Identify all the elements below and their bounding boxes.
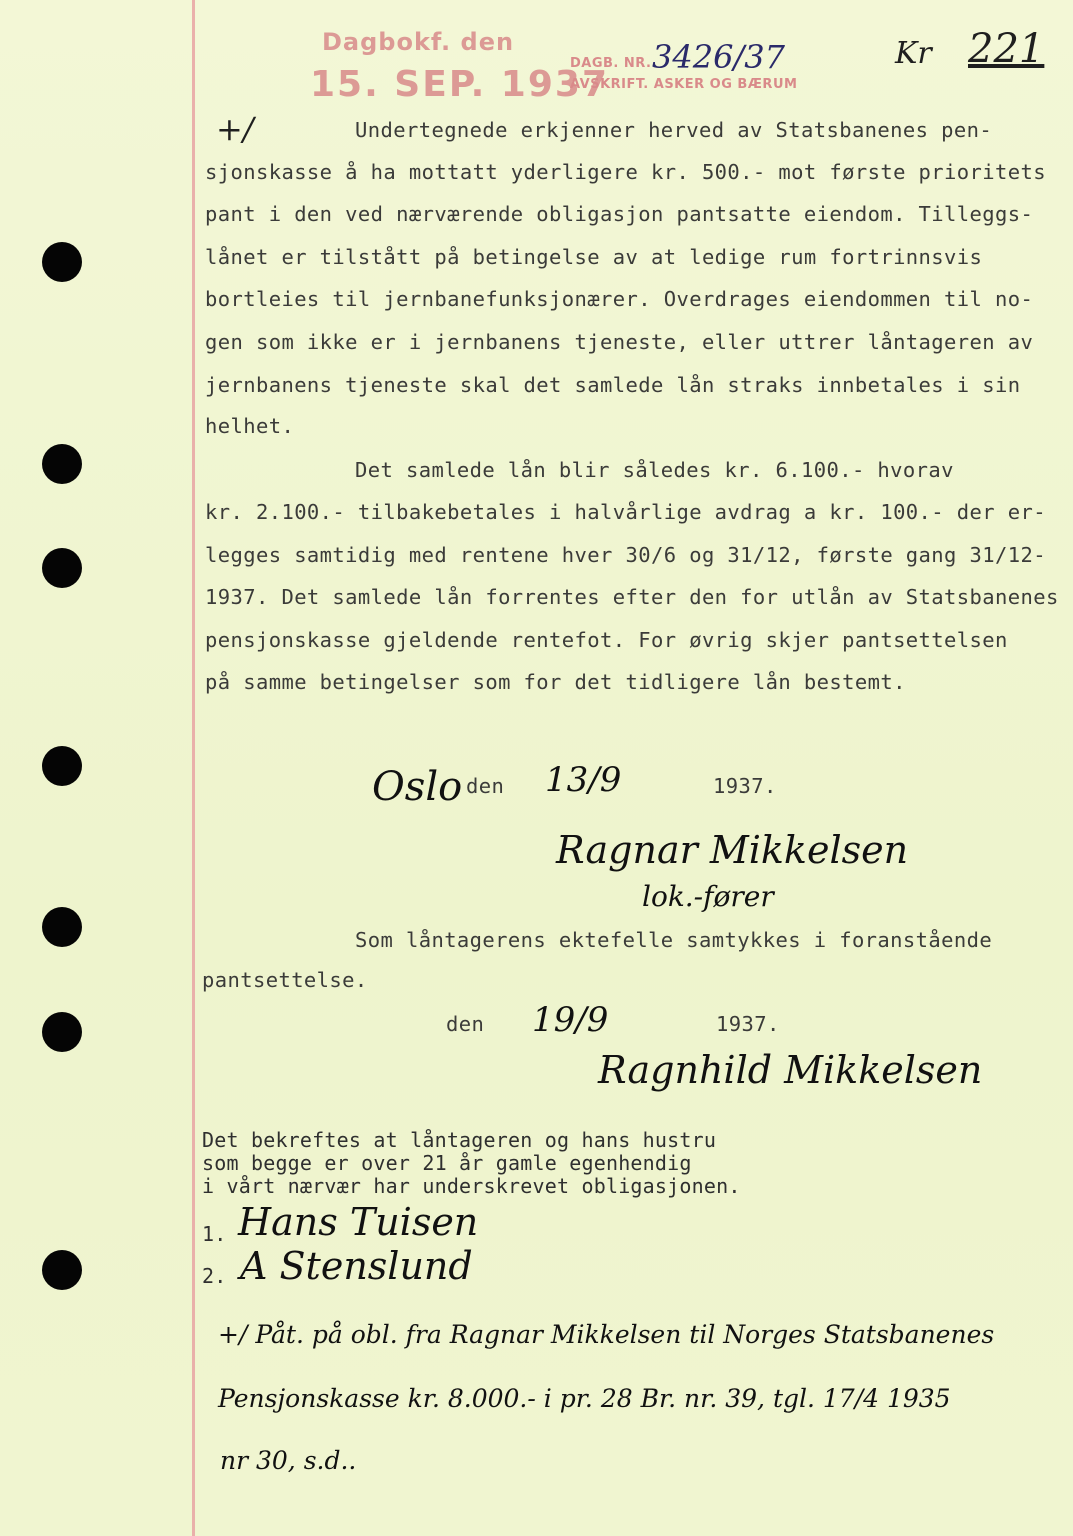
- witness-1-signature: Hans Tuisen: [238, 1200, 479, 1244]
- daybook-stamp-line1: Dagbokf. den: [322, 28, 515, 56]
- folio-mark: Kr: [895, 36, 932, 71]
- punch-hole: [42, 548, 82, 588]
- witness-line: Det bekreftes at låntageren og hans hustru: [202, 1128, 717, 1152]
- body-line: helhet.: [205, 414, 295, 438]
- margin-rule: [192, 0, 195, 1536]
- witness-line: som begge er over 21 år gamle egenhendig: [202, 1151, 692, 1175]
- witness-line: i vårt nærvær har underskrevet obligasjonen.: [202, 1174, 741, 1198]
- witness-2-signature: A Stenslund: [240, 1244, 473, 1288]
- punch-hole: [42, 1250, 82, 1290]
- footnote-line: nr 30, s.d..: [220, 1446, 357, 1475]
- den-label: den: [466, 774, 505, 798]
- body-line: jernbanens tjeneste skal det samlede lån straks innbetales i sin: [205, 373, 1021, 397]
- body-line: pant i den ved nærværende obligasjon pantsatte eiendom. Tilleggs-: [205, 202, 1034, 226]
- margin-insertion-mark: +/: [216, 110, 254, 148]
- consent-line: pantsettelse.: [202, 968, 368, 992]
- register-stamp-line2: AVSKRIFT. ASKER OG BÆRUM: [570, 77, 798, 92]
- den-label: den: [446, 1012, 485, 1036]
- year-label: 1937.: [716, 1012, 780, 1036]
- year-label: 1937.: [713, 774, 777, 798]
- body-line: lånet er tilstått på betingelse av at ledige rum fortrinnsvis: [205, 245, 983, 269]
- witness-number: 1.: [202, 1222, 227, 1246]
- place-handwritten: Oslo: [372, 764, 463, 810]
- punch-hole: [42, 242, 82, 282]
- body-line: gen som ikke er i jernbanens tjeneste, eller uttrer låntageren av: [205, 330, 1034, 354]
- body-line: Det samlede lån blir således kr. 6.100.- hvorav: [355, 458, 954, 482]
- body-line: Undertegnede erkjenner herved av Statsbanenes pen-: [355, 118, 993, 142]
- witness-number: 2.: [202, 1264, 227, 1288]
- footnote-line: +/ Påt. på obl. fra Ragnar Mikkelsen til Norges Statsbanenes: [218, 1320, 995, 1349]
- footnote-line: Pensjonskasse kr. 8.000.- i pr. 28 Br. nr. 39, tgl. 17/4 1935: [218, 1384, 951, 1413]
- punch-hole: [42, 907, 82, 947]
- signing-date: 13/9: [545, 760, 622, 800]
- spouse-signature: Ragnhild Mikkelsen: [598, 1048, 983, 1092]
- body-line: kr. 2.100.- tilbakebetales i halvårlige avdrag a kr. 100.- der er-: [205, 500, 1046, 524]
- borrower-signature: Ragnar Mikkelsen: [556, 828, 909, 872]
- consent-line: Som låntagerens ektefelle samtykkes i foranstående: [355, 928, 993, 952]
- body-line: legges samtidig med rentene hver 30/6 og 31/12, første gang 31/12-: [205, 543, 1046, 567]
- punch-hole: [42, 1012, 82, 1052]
- daybook-stamp-date: 15. SEP. 1937: [310, 64, 610, 105]
- body-line: 1937. Det samlede lån forrentes efter den for utlån av Statsbanenes: [205, 585, 1059, 609]
- body-line: på samme betingelser som for det tidligere lån bestemt.: [205, 670, 906, 694]
- punch-hole: [42, 746, 82, 786]
- consent-date: 19/9: [532, 1000, 609, 1040]
- register-stamp-line1: DAGB. NR.: [570, 56, 652, 71]
- body-line: pensjonskasse gjeldende rentefot. For øvrig skjer pantsettelsen: [205, 628, 1008, 652]
- punch-hole: [42, 444, 82, 484]
- daybook-number: 3426/37: [652, 38, 785, 76]
- borrower-title: lok.-fører: [642, 880, 774, 913]
- folio-number: 221: [968, 26, 1045, 72]
- body-line: bortleies til jernbanefunksjonærer. Overdrages eiendommen til no-: [205, 287, 1034, 311]
- body-line: sjonskasse å ha mottatt yderligere kr. 500.- mot første prioritets: [205, 160, 1046, 184]
